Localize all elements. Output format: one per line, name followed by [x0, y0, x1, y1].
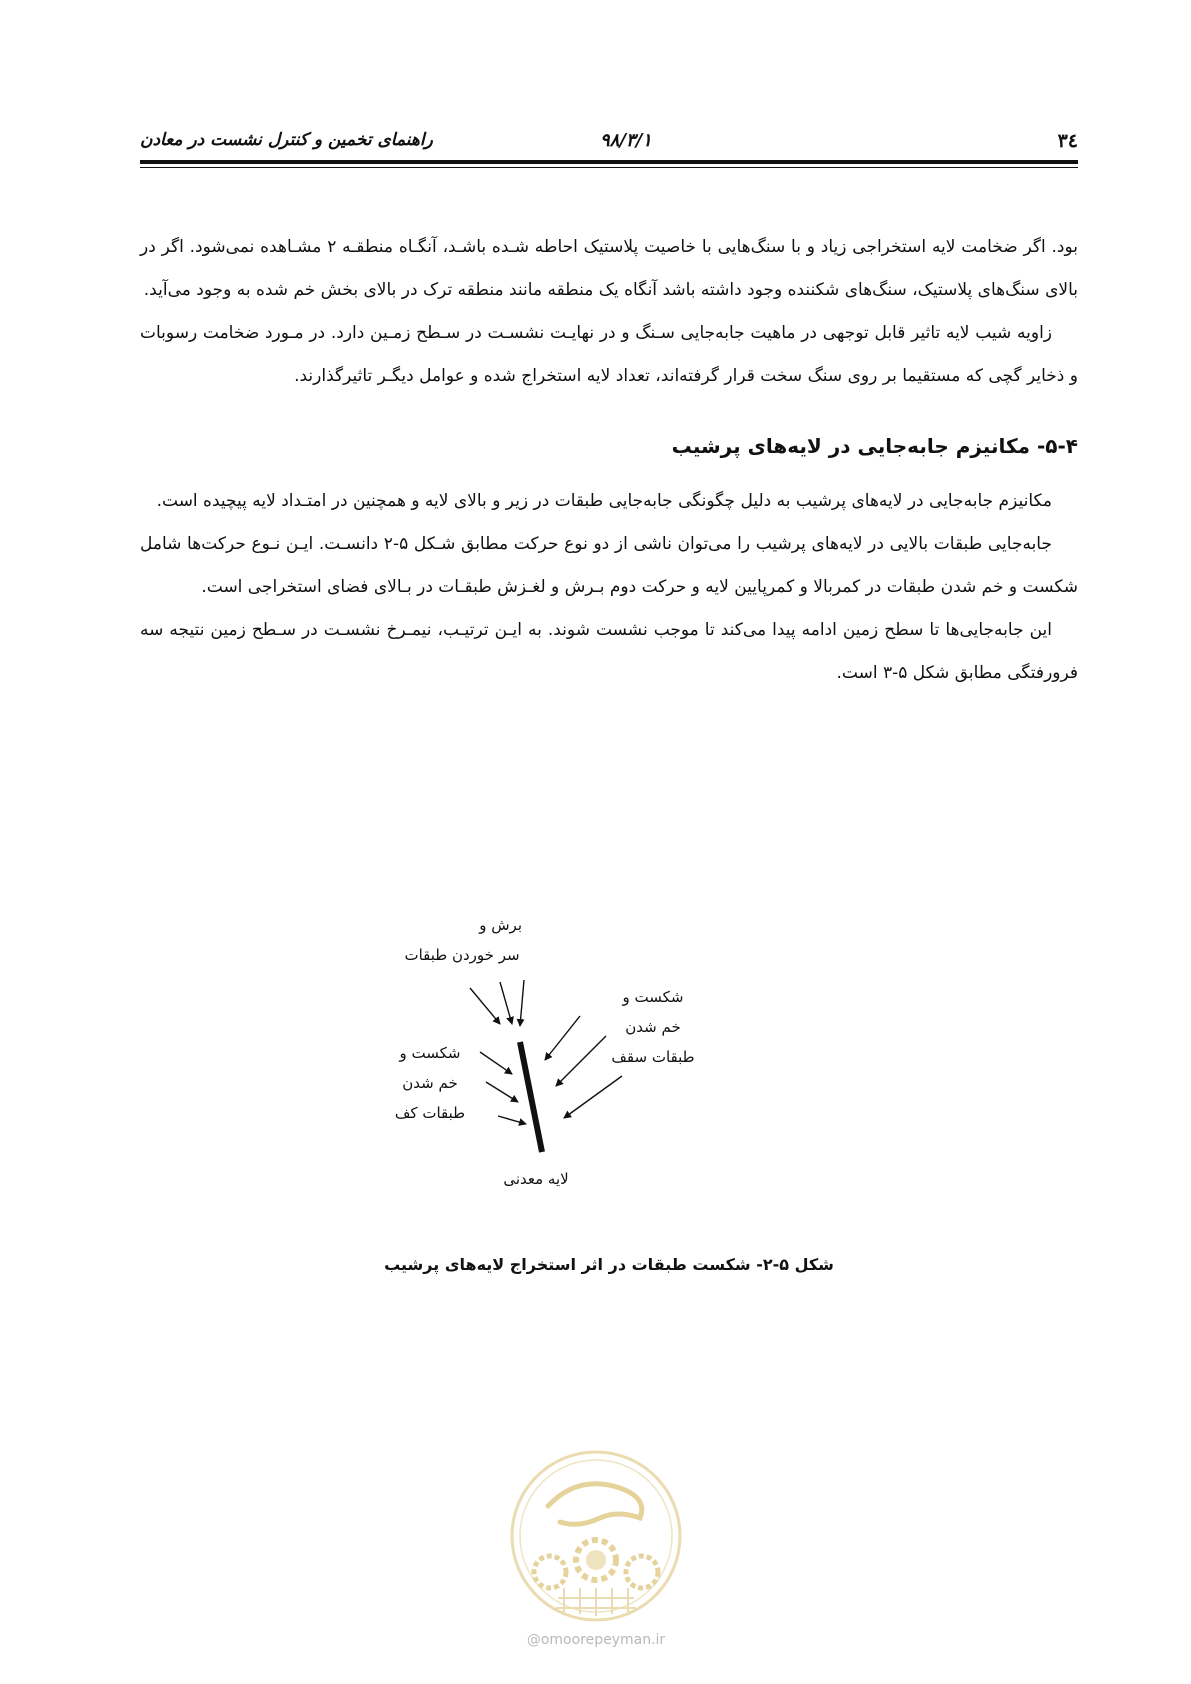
label-roof-line3: طبقات سقف — [611, 1048, 695, 1066]
figure-caption: شکل ۵-۲- شکست طبقات در اثر استخراج لایه‌های پرشیب — [384, 1255, 834, 1274]
page-body — [140, 226, 1078, 695]
arrow-right-1 — [545, 1016, 580, 1060]
header-rule-thin — [140, 167, 1078, 168]
label-floor-line1: شکست و — [399, 1044, 461, 1062]
label-roof-line2: خم شدن — [625, 1018, 681, 1036]
label-shear-line1: برش و — [479, 916, 522, 934]
arrow-left-1 — [480, 1052, 512, 1074]
figure-diagram — [394, 916, 800, 1232]
gear-seal-logo-icon — [508, 1448, 684, 1624]
label-floor-line3: طبقات کف — [394, 1104, 466, 1122]
page-number: ۳٤ — [1057, 130, 1078, 152]
page-header — [140, 118, 1078, 158]
label-shear-line2: سر خوردن طبقات — [404, 946, 520, 964]
header-title: راهنمای تخمین و کنترل نشست در معادن — [140, 130, 433, 150]
watermark-url: @omoorepeyman.ir — [526, 1632, 666, 1648]
ore-layer-bar — [520, 1042, 542, 1152]
paragraph-1: بود. اگر ضخامت لایه استخراجی زیاد و با سنگ‌هایی با خاصیت پلاستیک احاطه شـده باشـد، آنگـاه منطقـه ۲ مشـاهده نمی‌شود. اگر در بالای سنگ‌های پلاستیک، سنگ‌های شکننده وجود داشته باشد آنگاه یک منطقه مانند منطقه ترک در بالای بخش خم شده به وجود می‌آید. — [140, 237, 1078, 300]
paragraph-2: زاویه شیب لایه تاثیر قابل توجهی در ماهیت جابه‌جایی سـنگ و در نهایـت نشسـت در سـطح زمـین دارد. در مـورد ضخامت رسوبات و ذخایر گچی که مستقیما بر روی سنگ سخت قرار گرفته‌اند، تعداد لایه استخراج شده و عوامل دیگـر تاثیرگذارند. — [140, 323, 1078, 386]
label-shear — [402, 910, 522, 970]
header-date: ۹۸/۳/۱ — [600, 130, 652, 151]
arrow-top-3 — [520, 980, 524, 1026]
paragraph-5: این جابه‌جایی‌ها تا سطح زمین ادامه پیدا می‌کند تا موجب نشست شوند. به ایـن ترتیـب، نیمـرخ نشسـت در سـطح زمین نتیجه سه فرورفتگی مطابق شکل ۵-۳ است. — [140, 620, 1078, 683]
arrow-left-2 — [486, 1082, 518, 1102]
arrow-right-2 — [556, 1036, 606, 1086]
label-roof — [608, 982, 698, 1072]
header-rule-thick — [140, 160, 1078, 164]
label-roof-line1: شکست و — [622, 988, 684, 1006]
section-heading: ۵-۴- مکانیزم جابه‌جایی در لایه‌های پرشیب — [671, 434, 1078, 458]
label-ore-layer: لایه معدنی — [503, 1170, 569, 1188]
arrow-top-1 — [470, 988, 500, 1024]
paragraph-3: مکانیزم جابه‌جایی در لایه‌های پرشیب به دلیل چگونگی جابه‌جایی طبقات در زیر و بالای لایه و همچنین در امتـداد لایه پیچیده است. — [156, 491, 1052, 511]
label-floor-line2: خم شدن — [402, 1074, 458, 1092]
label-floor — [390, 1038, 470, 1128]
paragraph-4: جابه‌جایی طبقات بالایی در لایه‌های پرشیب را می‌توان ناشی از دو نوع حرکت مطابق شـکل ۵-۲ دانسـت. ایـن نـوع حرکت‌ها شامل شکست و خم شدن طبقات در کمربالا و کمرپایین لایه و حرکت دوم بـرش و لغـزش طبقـات در بـالای فضای استخراجی است. — [140, 534, 1078, 597]
arrow-top-2 — [500, 982, 512, 1024]
arrow-right-3 — [564, 1076, 622, 1118]
arrow-left-3 — [498, 1116, 526, 1124]
